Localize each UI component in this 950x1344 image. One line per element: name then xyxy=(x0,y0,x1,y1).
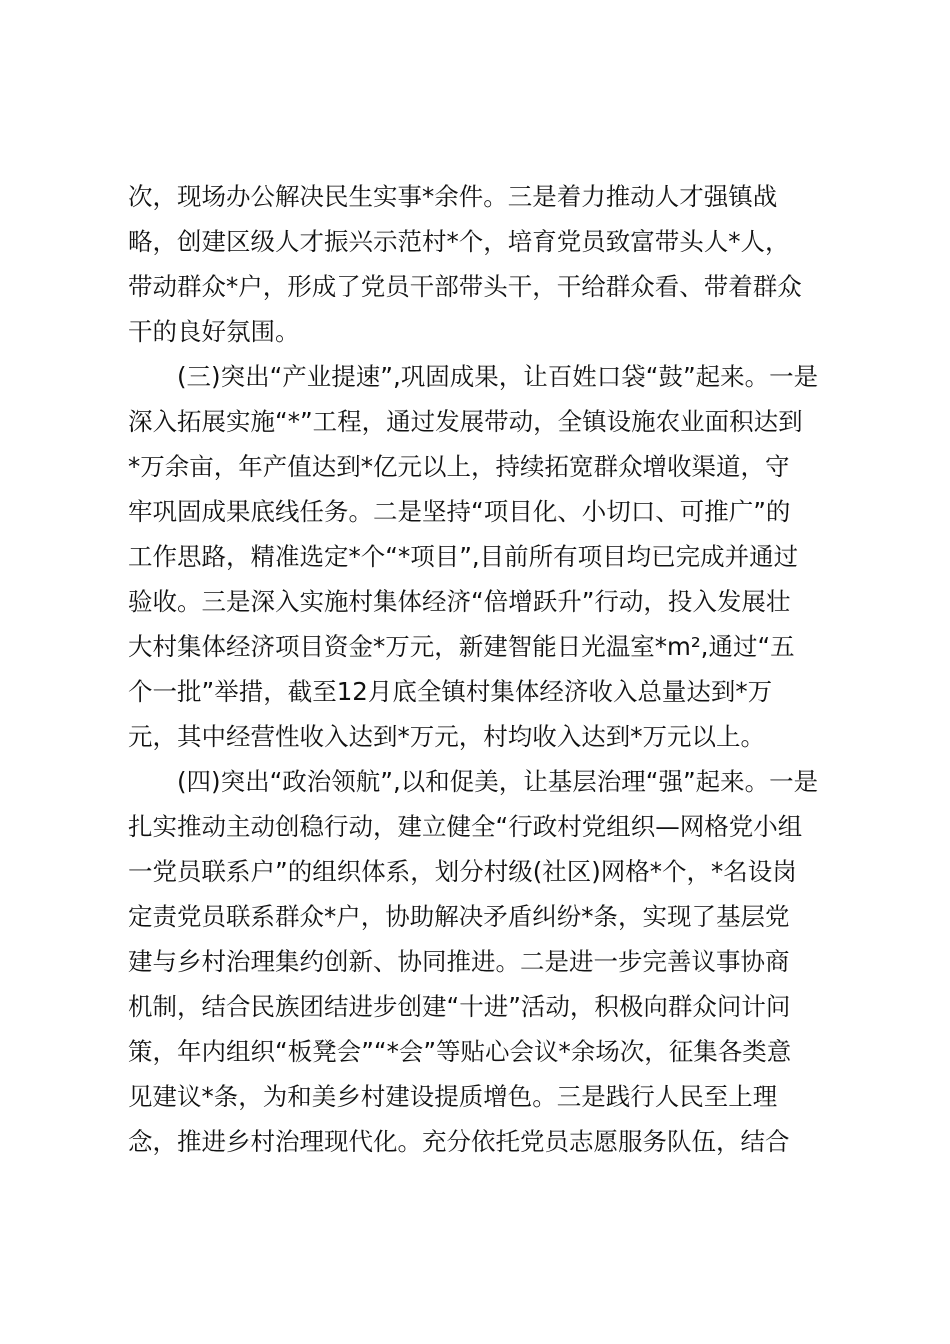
text-line: 带动群众*户，形成了党员干部带头干，干给群众看、带着群众 xyxy=(128,272,802,301)
text-line: 念，推进乡村治理现代化。充分依托党员志愿服务队伍，结合 xyxy=(128,1127,790,1156)
text-line: 扎实推动主动创稳行动，建立健全“行政村党组织—网格党小组 xyxy=(128,812,803,841)
text-line: 工作思路，精准选定*个“*项目”,目前所有项目均已完成并通过 xyxy=(128,542,799,571)
text-line: 次，现场办公解决民生实事*余件。三是着力推动人才强镇战 xyxy=(128,182,778,211)
text-line: 机制，结合民族团结进步创建“十进”活动，积极向群众问计问 xyxy=(128,992,791,1021)
text-line: 干的良好氛围。 xyxy=(128,317,300,346)
text-line: 建与乡村治理集约创新、协同推进。二是进一步完善议事协商 xyxy=(128,947,790,976)
text-line: 大村集体经济项目资金*万元，新建智能日光温室*m²,通过“五 xyxy=(128,632,795,661)
text-line: 定责党员联系群众*户，协助解决矛盾纠纷*条，实现了基层党 xyxy=(128,902,790,931)
text-line: 元，其中经营性收入达到*万元，村均收入达到*万元以上。 xyxy=(128,722,765,751)
document-body xyxy=(128,174,828,1164)
text-line: 验收。三是深入实施村集体经济“倍增跃升”行动，投入发展壮 xyxy=(128,587,791,616)
text-line: 个一批”举措，截至12月底全镇村集体经济收入总量达到*万 xyxy=(128,677,773,706)
text-line: (四)突出“政治领航”,以和促美，让基层治理“强”起来。一是 xyxy=(128,767,819,796)
text-line: 见建议*条，为和美乡村建设提质增色。三是践行人民至上理 xyxy=(128,1082,778,1111)
text-line: 牢巩固成果底线任务。二是坚持“项目化、小切口、可推广”的 xyxy=(128,497,791,526)
text-line: 一党员联系户”的组织体系，划分村级(社区)网格*个，*名设岗 xyxy=(128,857,797,886)
text-line: 略，创建区级人才振兴示范村*个，培育党员致富带头人*人， xyxy=(128,227,790,256)
text-line: (三)突出“产业提速”,巩固成果，让百姓口袋“鼓”起来。一是 xyxy=(128,362,819,391)
text-line: 深入拓展实施“*”工程，通过发展带动，全镇设施农业面积达到 xyxy=(128,407,803,436)
text-line: *万余亩，年产值达到*亿元以上，持续拓宽群众增收渠道，守 xyxy=(128,452,790,481)
text-line: 策，年内组织“板凳会”“*会”等贴心会议*余场次，征集各类意 xyxy=(128,1037,792,1066)
